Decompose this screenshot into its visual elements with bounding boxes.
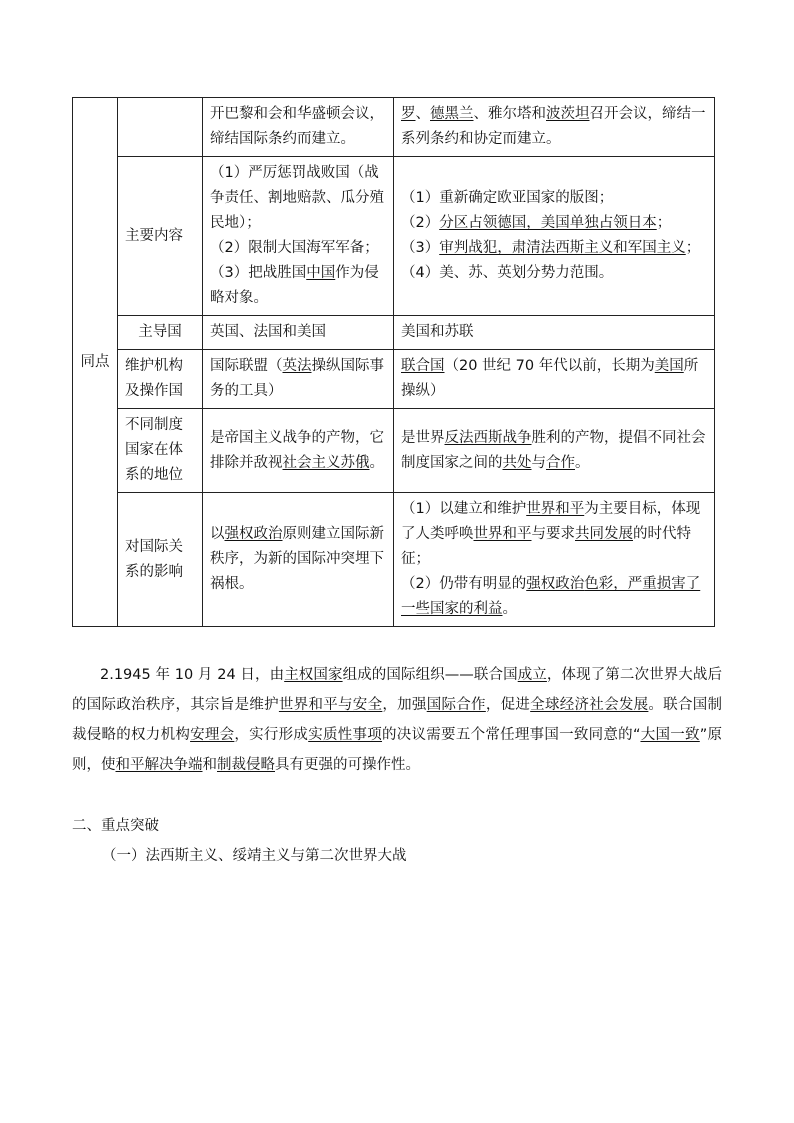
- row-label: 主导国: [118, 316, 203, 350]
- cell-line: [401, 497, 707, 572]
- yalta-cell: [394, 350, 715, 409]
- underlined-key-term: 合作: [546, 454, 575, 471]
- text-run: ；: [656, 215, 672, 231]
- text-run: 召开会议，缔结一系列条约和协定而建立: [401, 106, 706, 147]
- table-row: [73, 98, 715, 157]
- text-run: 与: [531, 454, 546, 471]
- text-run: 英国、法国和美国: [210, 324, 326, 340]
- text-run: （1）重新确定欧亚国家的版图；: [401, 190, 614, 206]
- versailles-cell: [203, 316, 394, 350]
- cell-line: [401, 236, 707, 261]
- text-run: ，促进: [485, 697, 531, 713]
- row-label: 主要内容: [118, 157, 203, 316]
- text-run: （3）: [401, 240, 440, 256]
- underlined-key-term: 联合国: [401, 358, 445, 374]
- text-run: （1）以建立和维护: [401, 501, 527, 517]
- underlined-key-term: 强权政治: [526, 576, 585, 592]
- text-run: （3）把战胜国: [210, 265, 307, 281]
- text-run: 、雅尔塔和: [473, 106, 546, 122]
- versailles-cell: [203, 493, 394, 627]
- text-run: （4）美、苏、英划分势力范围。: [401, 265, 614, 281]
- text-run: （2）: [401, 215, 440, 231]
- text-run: 。联合国制裁侵略的权力机构: [72, 697, 723, 743]
- text-run: 作为侵略对象。: [210, 265, 379, 306]
- section-heading: 二、重点突破: [72, 818, 159, 834]
- text-run: 。: [546, 131, 561, 147]
- versailles-cell: [203, 409, 394, 493]
- row-label: 维护机构及操作国: [118, 350, 203, 409]
- text-run: 操纵国际事务的工具）: [210, 358, 384, 399]
- yalta-cell: [394, 409, 715, 493]
- underlined-key-term: 实质性事项: [308, 727, 383, 743]
- text-run: 胜利的产物，提倡不同社会制度国家之间的: [401, 429, 706, 471]
- versailles-cell: [203, 350, 394, 409]
- underlined-key-term: 大国一致: [640, 727, 700, 743]
- yalta-cell: [394, 157, 715, 316]
- text-run: （2）仍带有明显的: [401, 576, 527, 592]
- text-run: 所操纵）: [401, 358, 699, 399]
- underlined-key-term: 反法西斯战争: [444, 429, 532, 446]
- un-paragraph: [72, 660, 722, 780]
- underlined-key-term: 全球经济社会发展: [530, 697, 649, 713]
- underlined-key-term: 美国: [654, 358, 684, 374]
- text-run: 的时代特征；: [401, 526, 691, 567]
- yalta-cell: [394, 316, 715, 350]
- cell-line: [210, 161, 386, 236]
- text-run: 2.1945 年 10 月 24 日，由: [100, 667, 285, 683]
- text-run: 、: [415, 106, 430, 122]
- underlined-key-term: 审判战犯，肃清法西斯主义和军国主义: [439, 240, 686, 256]
- versailles-cell: [203, 157, 394, 316]
- comparison-table: [72, 97, 715, 627]
- cell-line: [401, 186, 707, 211]
- row-label: 不同制度国家在体系的地位: [118, 409, 203, 493]
- text-run: ，体现了第二次世界大战后的国际政治秩序，其宗旨是维护: [72, 667, 723, 713]
- text-run: 组成的国际组织——联合国: [342, 667, 518, 683]
- underlined-key-term: 英法: [282, 358, 312, 374]
- text-run: ，加强: [382, 697, 427, 713]
- text-run: 原则建立国际新秩序，为新的国际冲突埋下祸根。: [210, 526, 384, 592]
- text-run: 与要求: [531, 526, 575, 542]
- versailles-cell: [203, 98, 394, 157]
- table-row: [73, 350, 715, 409]
- text-run: 美国和苏联: [401, 324, 474, 340]
- cell-line: [401, 572, 707, 622]
- text-run: 具有更强的可操作性。: [275, 757, 420, 773]
- underlined-key-term: 和平解决争端: [115, 757, 203, 773]
- text-run: （2）限制大国海军军备；: [210, 240, 379, 256]
- underlined-key-term: 制裁侵略: [217, 757, 275, 773]
- underlined-key-term: 共处: [502, 454, 532, 471]
- text-run: 。: [502, 601, 517, 617]
- subsection-heading: （一）法西斯主义、绥靖主义与第二次世界大战: [102, 848, 407, 864]
- cell-line: [210, 261, 386, 311]
- text-run: （20 世纪 70 年代以前，长期为: [444, 358, 655, 374]
- underlined-key-term: 主权国家: [284, 667, 343, 683]
- underlined-key-term: 罗: [401, 106, 416, 122]
- text-run: 开巴黎和会和华盛顿会议，缔结国际条约而建立。: [210, 106, 384, 147]
- yalta-cell: [394, 493, 715, 627]
- text-run: 和: [202, 757, 217, 773]
- row-label: [118, 98, 203, 157]
- underlined-key-term: 世界和平: [526, 501, 585, 517]
- text-run: 国际联盟（: [210, 358, 283, 374]
- text-run: 。: [575, 454, 590, 471]
- table-row: [73, 493, 715, 627]
- underlined-key-term: 分区占领德国，美国单独占领日本: [439, 215, 657, 231]
- underlined-key-term: 国际合作: [426, 697, 486, 713]
- text-run: 的决议需要五个常任理事国一致同意的“: [382, 727, 641, 743]
- underlined-key-term: 色彩，严重损害了一些国家的利益: [401, 576, 701, 617]
- row-label: 对国际关系的影响: [118, 493, 203, 627]
- underlined-key-term: 德黑兰: [430, 106, 474, 122]
- text-run: （1）严厉惩罚战败国（战争责任、割地赔款、瓜分殖民地）；: [210, 165, 384, 231]
- text-run: ”原则，使: [72, 727, 723, 773]
- underlined-key-term: 世界和平: [473, 526, 532, 542]
- text-run: ；: [685, 240, 701, 256]
- text-run: 是世界: [401, 429, 445, 446]
- underlined-key-term: 世界和平与安全: [278, 697, 383, 713]
- text-run: ，实行形成: [234, 727, 309, 743]
- cell-line: [210, 236, 386, 261]
- table-row: [73, 157, 715, 316]
- text-run: 。: [369, 454, 384, 471]
- text-run: 以: [210, 526, 225, 542]
- underlined-key-term: 安理会: [190, 727, 235, 743]
- table-row: [73, 409, 715, 493]
- text-run: 为主要目标，体现了人类呼唤: [401, 501, 701, 542]
- same-points-label: 同点: [73, 98, 118, 627]
- text-run: 是帝国主义战争的产物，它排除并敌视: [210, 429, 384, 471]
- underlined-key-term: 强权政治: [224, 526, 283, 542]
- underlined-key-term: 中国: [306, 265, 336, 281]
- underlined-key-term: 成立: [517, 667, 547, 683]
- cell-line: [401, 261, 707, 286]
- yalta-cell: [394, 98, 715, 157]
- table-row: [73, 316, 715, 350]
- underlined-key-term: 波茨坦: [546, 106, 590, 122]
- underlined-key-term: 共同发展: [575, 526, 633, 542]
- underlined-key-term: 社会主义苏俄: [282, 454, 370, 471]
- cell-line: [401, 211, 707, 236]
